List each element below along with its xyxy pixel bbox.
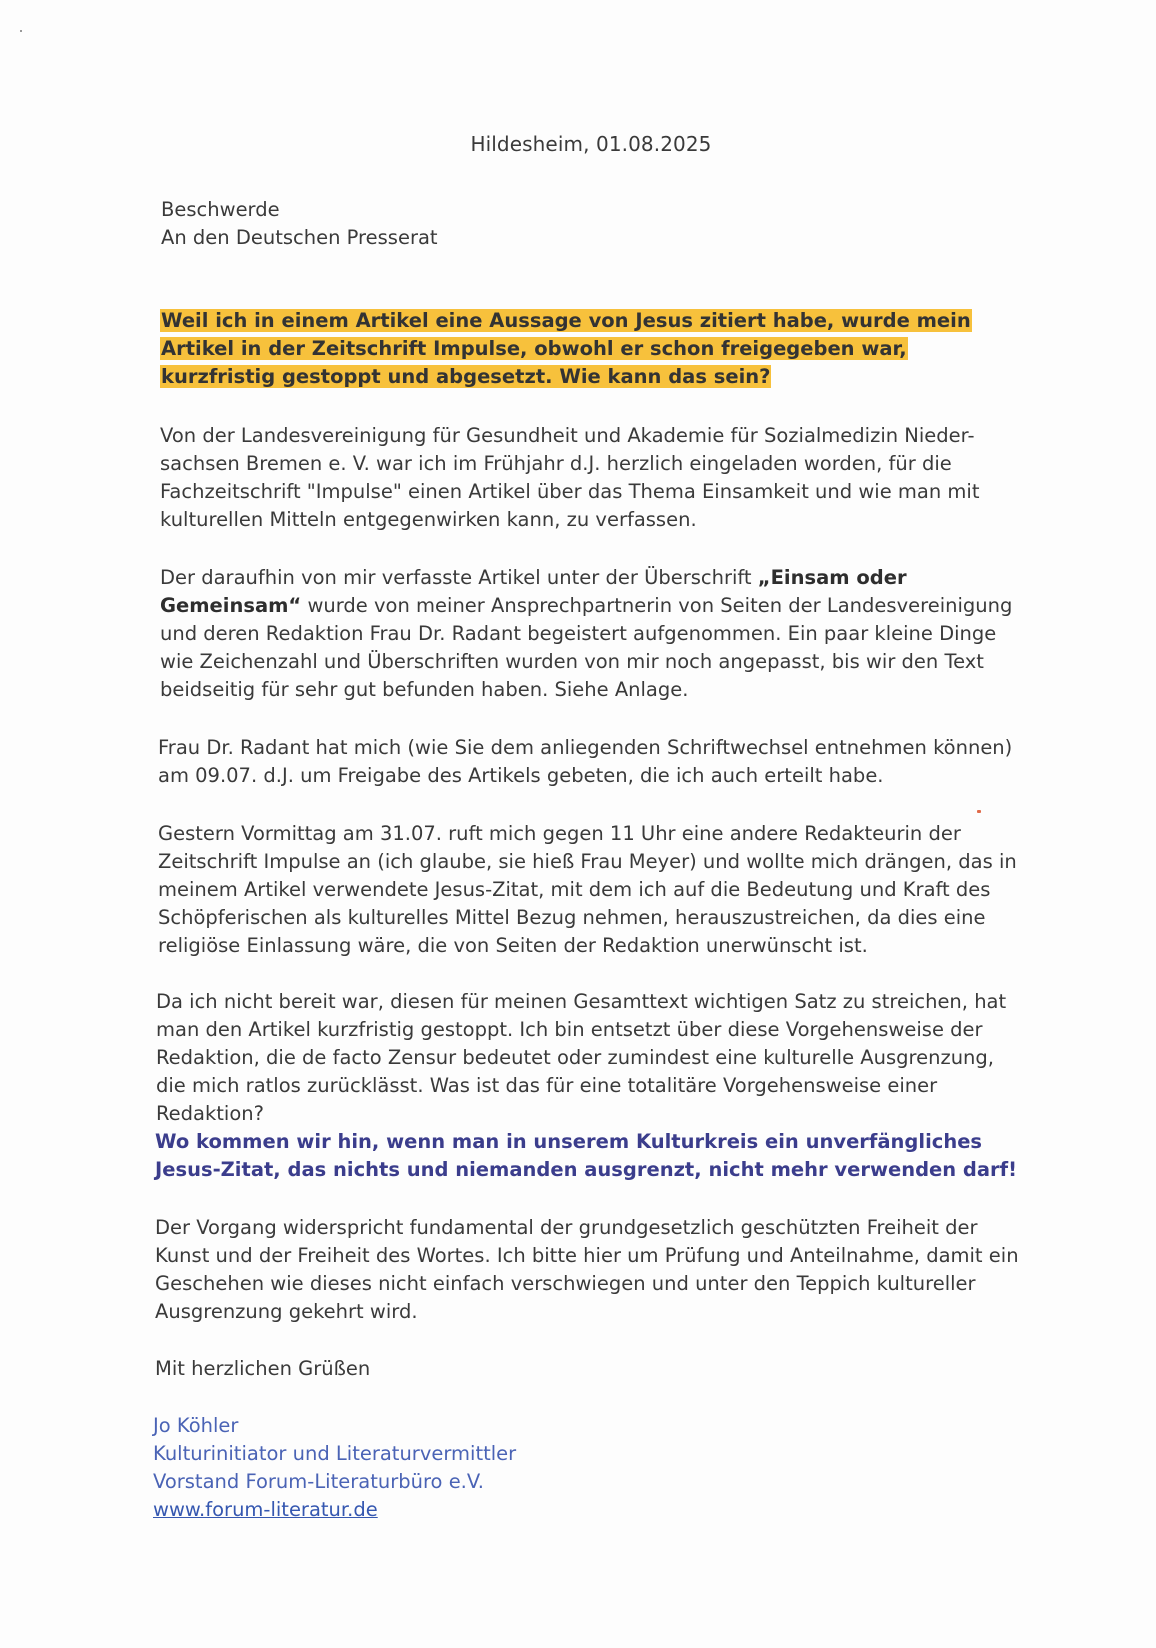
- red-pen-mark: [977, 810, 981, 813]
- paragraph-invitation: Von der Landesvereinigung für Gesundheit und Akademie für Sozialmedizin Nieder-sachsen Bremen e. V. war ich im Frühjahr d.J. herzlich eingeladen worden, für die Fachzeitschrift "Impulse" einen Artikel über das Thema Einsamkeit und wie man mit kulturellen Mitteln entgegenwirken kann, zu verfassen.: [160, 424, 980, 531]
- signature-role: Kulturinitiator und Literaturvermittler: [153, 1442, 517, 1465]
- signature-block: [153, 1412, 516, 1524]
- scan-speck: [20, 30, 22, 32]
- addressee-block: [161, 196, 438, 252]
- recipient-line: An den Deutschen Presserat: [161, 226, 438, 249]
- paragraph-article-rest: wurde von meiner Ansprechpartnerin von Seiten der Landesvereinigung und deren Redaktion Frau Dr. Radant begeistert aufgenommen. Ein paar kleine Dinge wie Zeichenzahl und Überschriften wurden von mir noch angepasst, bis wir den Text beidseitig für sehr gut befunden haben. Siehe Anlage.: [160, 594, 1013, 701]
- article-title: „Einsam oder Gemeinsam“: [160, 566, 907, 617]
- lead-highlight: Weil ich in einem Artikel eine Aussage von Jesus zitiert habe, wurde mein Artikel in der Zeitschrift Impulse, obwohl er schon freigegeben war, kurzfristig gestoppt und abgesetzt. Wie kann das sein?: [161, 309, 971, 388]
- paragraph-article-intro: Der daraufhin von mir verfasste Artikel unter der Überschrift: [160, 566, 758, 589]
- highlighted-lead: [160, 307, 1006, 391]
- date-line: Hildesheim, 01.08.2025: [470, 132, 712, 156]
- emphasis-question: Wo kommen wir hin, wenn man in unserem Kulturkreis ein unverfängliches Jesus-Zitat, das nichts und niemanden ausgrenzt, nicht mehr verwenden darf!: [155, 1130, 1018, 1181]
- paragraph-phone-call: Gestern Vormittag am 31.07. ruft mich gegen 11 Uhr eine andere Redakteurin der Zeitschrift Impulse an (ich glaube, sie hieß Frau Meyer) und wollte mich drängen, das in meinem Artikel verwendete Jesus-Zitat, mit dem ich auf die Bedeutung und Kraft des Schöpferischen als kulturelles Mittel Bezug nehmen, herauszustreichen, da dies eine religiöse Einlassung wäre, die von Seiten der Redaktion unerwünscht ist.: [158, 822, 1017, 957]
- signature-organization: Vorstand Forum-Literaturbüro e.V.: [153, 1470, 484, 1493]
- signature-name: Jo Köhler: [153, 1414, 239, 1437]
- paragraph-approval: Frau Dr. Radant hat mich (wie Sie dem anliegenden Schriftwechsel entnehmen können) am 09.07. d.J. um Freigabe des Artikels gebeten, die ich auch erteilt habe.: [158, 736, 1013, 787]
- paragraph-stopped: Da ich nicht bereit war, diesen für meinen Gesamttext wichtigen Satz zu streichen, hat man den Artikel kurzfristig gestoppt. Ich bin entsetzt über diese Vorgehensweise der Redaktion, die de facto Zensur bedeutet oder zumindest eine kulturelle Ausgrenzung, die mich ratlos zurücklässt. Was ist das für eine totalitäre Vorgehensweise einer Redaktion?: [156, 990, 1007, 1125]
- subject-line: Beschwerde: [161, 198, 280, 221]
- website-link[interactable]: www.forum-literatur.de: [153, 1498, 378, 1521]
- paragraph-request: Der Vorgang widerspricht fundamental der grundgesetzlich geschützten Freiheit der Kunst und der Freiheit des Wortes. Ich bitte hier um Prüfung und Anteilnahme, damit ein Geschehen wie dieses nicht einfach verschwiegen und unter den Teppich kultureller Ausgrenzung gekehrt wird.: [155, 1216, 1019, 1323]
- paragraph-article: [160, 564, 1020, 704]
- closing-greeting: Mit herzlichen Grüßen: [155, 1357, 371, 1380]
